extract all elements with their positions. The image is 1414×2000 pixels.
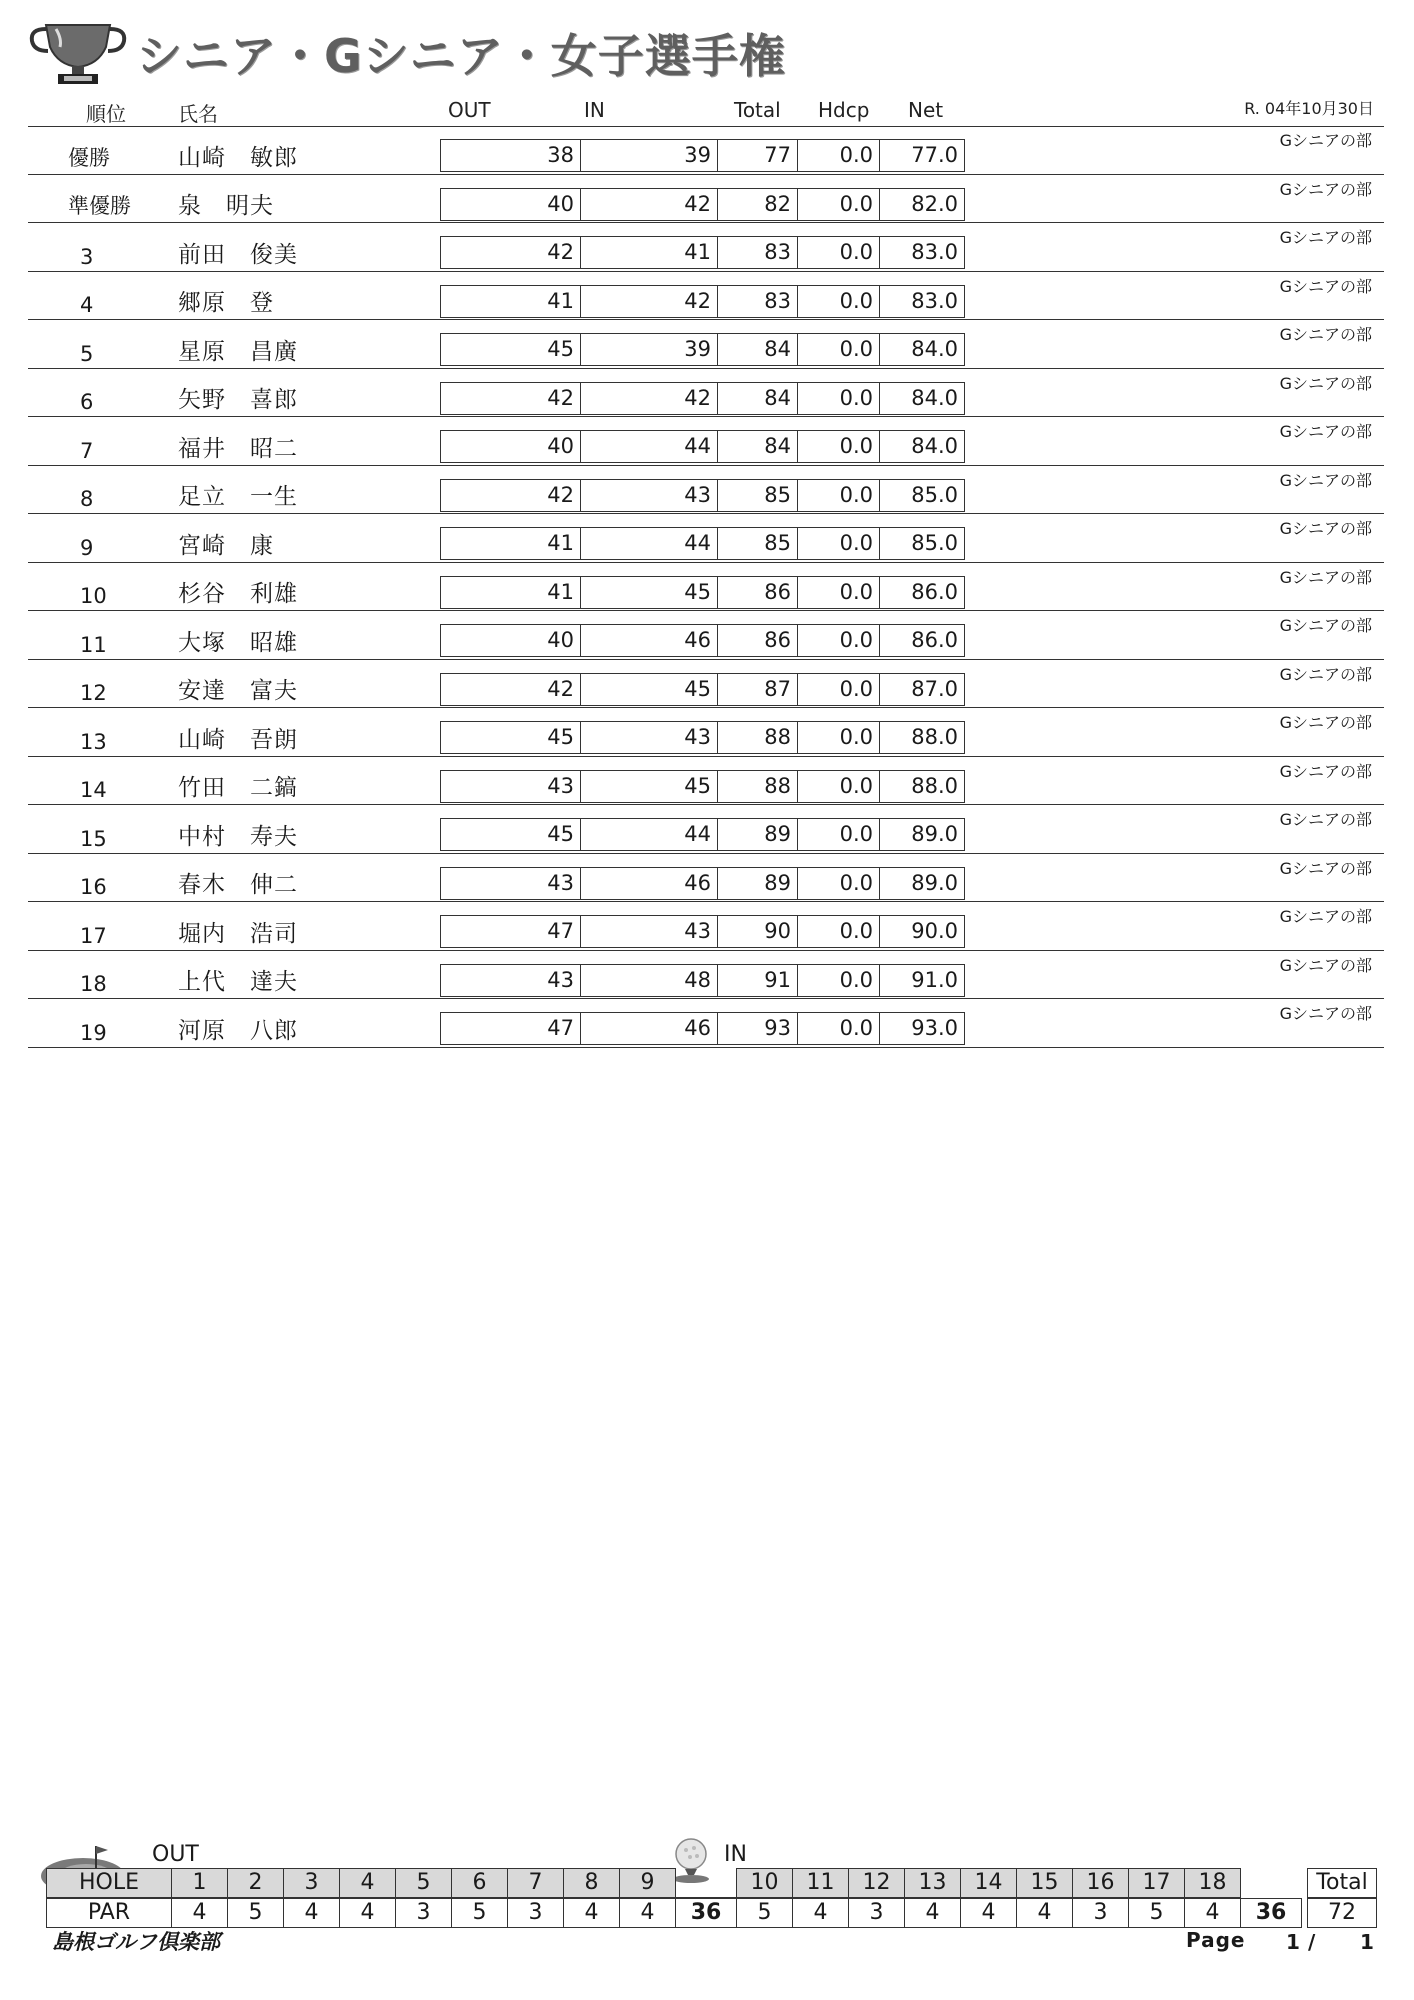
out-score: 41 xyxy=(441,286,581,317)
table-row xyxy=(28,417,1384,466)
rank-cell: 準優勝 xyxy=(68,194,131,218)
in-sum-spacer xyxy=(1240,1868,1302,1898)
table-row xyxy=(28,854,1384,903)
hdcp-score: 0.0 xyxy=(798,771,880,802)
total-score: 93 xyxy=(718,1013,798,1044)
division-label: Gシニアの部 xyxy=(1279,422,1372,441)
hole-label: HOLE xyxy=(46,1868,172,1898)
in-score: 43 xyxy=(581,916,718,947)
score-box xyxy=(440,964,965,997)
player-name: 竹田 二鎬 xyxy=(178,775,298,801)
rank-cell: 11 xyxy=(80,632,107,657)
out-sum-spacer xyxy=(675,1868,737,1898)
par-value: 4 xyxy=(904,1898,961,1928)
in-score: 44 xyxy=(581,819,718,850)
total-score: 88 xyxy=(718,771,798,802)
in-score: 46 xyxy=(581,625,718,656)
score-box xyxy=(440,527,965,560)
player-name: 星原 昌廣 xyxy=(178,338,298,365)
hdcp-score: 0.0 xyxy=(798,965,880,996)
total-score: 86 xyxy=(718,577,798,608)
hdcp-score: 0.0 xyxy=(798,625,880,656)
rank-cell: 3 xyxy=(80,244,94,269)
hdcp-score: 0.0 xyxy=(798,237,880,268)
in-score: 46 xyxy=(581,1013,718,1044)
division-label: Gシニアの部 xyxy=(1279,907,1372,926)
page-current: 1 xyxy=(1286,1930,1300,1954)
score-box xyxy=(440,236,965,269)
hdcp-score: 0.0 xyxy=(798,431,880,462)
total-score: 88 xyxy=(718,722,798,753)
hdcp-score: 0.0 xyxy=(798,140,880,171)
player-name: 河原 八郎 xyxy=(178,1017,298,1044)
par-value: 4 xyxy=(563,1898,620,1928)
hdcp-score: 0.0 xyxy=(798,916,880,947)
in-label: IN xyxy=(724,1842,747,1867)
net-score: 88.0 xyxy=(911,725,958,749)
rank-cell: 12 xyxy=(80,681,107,705)
out-score: 45 xyxy=(441,819,581,850)
table-row xyxy=(28,126,1384,175)
hole-number: 4 xyxy=(339,1868,396,1898)
table-row xyxy=(28,999,1384,1048)
table-row xyxy=(28,805,1384,854)
total-label: Total xyxy=(1307,1868,1377,1898)
total-score: 85 xyxy=(718,480,798,511)
score-box xyxy=(440,479,965,512)
title-area xyxy=(28,18,786,88)
rank-cell: 14 xyxy=(80,778,107,802)
par-table xyxy=(46,1868,1376,1928)
player-name: 杉谷 利雄 xyxy=(178,581,298,607)
rank-header: 順位 xyxy=(86,102,126,126)
total-score: 90 xyxy=(718,916,798,947)
trophy-icon xyxy=(28,19,128,87)
in-score: 41 xyxy=(581,237,718,268)
division-label: Gシニアの部 xyxy=(1279,373,1372,393)
par-value: 3 xyxy=(848,1898,905,1928)
hole-number: 7 xyxy=(507,1868,564,1898)
score-box xyxy=(440,285,965,318)
score-box xyxy=(440,624,965,657)
in-score: 39 xyxy=(581,334,718,365)
hole-number: 12 xyxy=(848,1868,905,1898)
scorecard-footer xyxy=(0,1830,1414,2000)
player-name: 前田 俊美 xyxy=(178,241,298,268)
hole-number: 11 xyxy=(792,1868,849,1898)
par-value: 4 xyxy=(960,1898,1017,1928)
table-row xyxy=(28,466,1384,515)
in-score: 43 xyxy=(581,480,718,511)
date-label: R. 04年10月30日 xyxy=(1244,99,1374,118)
net-score: 82.0 xyxy=(911,191,958,216)
in-score: 44 xyxy=(581,431,718,462)
hdcp-score: 0.0 xyxy=(798,868,880,899)
net-score: 85.0 xyxy=(911,531,958,555)
out-score: 47 xyxy=(441,916,581,947)
total-score: 77 xyxy=(718,140,798,171)
division-label: Gシニアの部 xyxy=(1279,664,1372,684)
net-score: 84.0 xyxy=(911,385,958,410)
rank-cell: 6 xyxy=(80,390,94,414)
out-score: 41 xyxy=(441,577,581,608)
score-box xyxy=(440,721,965,754)
rank-cell: 17 xyxy=(80,923,107,948)
out-score: 42 xyxy=(441,383,581,414)
net-score: 86.0 xyxy=(911,628,958,652)
net-score: 89.0 xyxy=(911,870,958,895)
player-name: 宮崎 康 xyxy=(178,532,274,559)
division-label: Gシニアの部 xyxy=(1279,810,1372,829)
page-label: Page xyxy=(1186,1928,1246,1952)
rank-cell: 10 xyxy=(80,584,107,608)
total-score: 89 xyxy=(718,868,798,899)
table-row xyxy=(28,175,1384,224)
in-score: 42 xyxy=(581,189,718,220)
table-row xyxy=(28,514,1384,563)
out-score: 43 xyxy=(441,868,581,899)
par-value: 5 xyxy=(736,1898,793,1928)
par-value: 5 xyxy=(1128,1898,1185,1928)
par-value: 4 xyxy=(792,1898,849,1928)
par-value: 3 xyxy=(507,1898,564,1928)
score-box xyxy=(440,1012,965,1045)
hole-number: 9 xyxy=(619,1868,676,1898)
club-name: 島根ゴルフ倶楽部 xyxy=(52,1930,220,1954)
net-score: 91.0 xyxy=(911,967,958,992)
out-score: 47 xyxy=(441,1013,581,1044)
out-score: 43 xyxy=(441,771,581,802)
player-name: 郷原 登 xyxy=(178,290,274,316)
score-box xyxy=(440,139,965,172)
par-value: 4 xyxy=(1184,1898,1241,1928)
out-score: 40 xyxy=(441,625,581,656)
player-name: 堀内 浩司 xyxy=(178,920,298,947)
hole-number: 14 xyxy=(960,1868,1017,1898)
rank-cell: 15 xyxy=(80,826,107,851)
in-score: 45 xyxy=(581,577,718,608)
hdcp-header: Hdcp xyxy=(818,98,870,122)
division-label: Gシニアの部 xyxy=(1279,761,1372,781)
par-row xyxy=(46,1898,1376,1928)
hdcp-score: 0.0 xyxy=(798,722,880,753)
total-score: 84 xyxy=(718,431,798,462)
total-score: 86 xyxy=(718,625,798,656)
rank-cell: 8 xyxy=(80,487,94,511)
out-par-sum: 36 xyxy=(675,1898,737,1928)
hdcp-score: 0.0 xyxy=(798,577,880,608)
par-value: 4 xyxy=(619,1898,676,1928)
in-score: 44 xyxy=(581,528,718,559)
out-score: 38 xyxy=(441,140,581,171)
page-total: 1 xyxy=(1360,1930,1374,1954)
table-row xyxy=(28,757,1384,806)
in-par-sum: 36 xyxy=(1240,1898,1302,1928)
division-label: Gシニアの部 xyxy=(1279,713,1372,732)
hole-number: 18 xyxy=(1184,1868,1241,1898)
player-name: 中村 寿夫 xyxy=(178,823,298,850)
net-score: 90.0 xyxy=(911,919,958,943)
division-label: Gシニアの部 xyxy=(1279,470,1372,490)
hole-number: 1 xyxy=(171,1868,228,1898)
net-score: 89.0 xyxy=(911,822,958,846)
hdcp-score: 0.0 xyxy=(798,1013,880,1044)
rank-cell: 4 xyxy=(80,293,94,317)
player-name: 大塚 昭雄 xyxy=(178,629,298,656)
hole-number: 15 xyxy=(1016,1868,1073,1898)
total-score: 87 xyxy=(718,674,798,705)
hole-number: 16 xyxy=(1072,1868,1129,1898)
net-score: 83.0 xyxy=(911,288,958,313)
rank-cell: 18 xyxy=(80,972,107,996)
score-box xyxy=(440,673,965,706)
par-value: 4 xyxy=(171,1898,228,1928)
net-header: Net xyxy=(908,98,944,122)
in-score: 45 xyxy=(581,771,718,802)
rank-cell: 9 xyxy=(80,535,94,560)
table-row xyxy=(28,902,1384,951)
table-row xyxy=(28,320,1384,369)
hole-number: 3 xyxy=(283,1868,340,1898)
out-score: 41 xyxy=(441,528,581,559)
rank-cell: 16 xyxy=(80,875,107,899)
total-score: 84 xyxy=(718,383,798,414)
column-header xyxy=(28,96,1384,127)
total-header: Total xyxy=(734,98,781,122)
hdcp-score: 0.0 xyxy=(798,528,880,559)
net-score: 85.0 xyxy=(911,482,958,507)
score-box xyxy=(440,576,965,609)
table-row xyxy=(28,660,1384,709)
hole-number: 2 xyxy=(227,1868,284,1898)
division-label: Gシニアの部 xyxy=(1279,519,1372,538)
hole-number: 5 xyxy=(395,1868,452,1898)
out-score: 45 xyxy=(441,334,581,365)
player-name: 福井 昭二 xyxy=(178,435,298,462)
par-value: 5 xyxy=(451,1898,508,1928)
player-name: 安達 富夫 xyxy=(178,678,298,704)
hdcp-score: 0.0 xyxy=(798,189,880,220)
par-value: 3 xyxy=(1072,1898,1129,1928)
table-row xyxy=(28,272,1384,321)
net-score: 93.0 xyxy=(911,1016,958,1040)
results-table xyxy=(28,126,1384,1048)
division-label: Gシニアの部 xyxy=(1279,179,1372,199)
table-row xyxy=(28,563,1384,612)
player-name: 春木 伸二 xyxy=(178,872,298,898)
total-score: 91 xyxy=(718,965,798,996)
division-label: Gシニアの部 xyxy=(1279,1004,1372,1023)
division-label: Gシニアの部 xyxy=(1279,131,1372,150)
in-score: 42 xyxy=(581,383,718,414)
par-value: 5 xyxy=(227,1898,284,1928)
par-label: PAR xyxy=(46,1898,172,1928)
total-score: 83 xyxy=(718,286,798,317)
division-label: Gシニアの部 xyxy=(1279,955,1372,975)
par-value: 4 xyxy=(283,1898,340,1928)
hole-number: 6 xyxy=(451,1868,508,1898)
hole-number: 13 xyxy=(904,1868,961,1898)
out-score: 42 xyxy=(441,237,581,268)
score-box xyxy=(440,867,965,900)
total-score: 85 xyxy=(718,528,798,559)
hole-number: 8 xyxy=(563,1868,620,1898)
name-header: 氏名 xyxy=(178,102,218,126)
score-box xyxy=(440,818,965,851)
total-score: 83 xyxy=(718,237,798,268)
net-score: 84.0 xyxy=(911,337,958,361)
division-label: Gシニアの部 xyxy=(1279,858,1372,878)
total-par: 72 xyxy=(1307,1898,1377,1928)
in-score: 46 xyxy=(581,868,718,899)
rank-cell: 13 xyxy=(80,729,107,754)
rank-cell: 優勝 xyxy=(68,145,110,170)
par-value: 4 xyxy=(339,1898,396,1928)
hdcp-score: 0.0 xyxy=(798,334,880,365)
player-name: 足立 一生 xyxy=(178,484,298,510)
hole-row xyxy=(46,1868,1376,1898)
page-separator: / xyxy=(1308,1930,1316,1954)
score-box xyxy=(440,430,965,463)
hole-number: 10 xyxy=(736,1868,793,1898)
total-score: 84 xyxy=(718,334,798,365)
out-score: 42 xyxy=(441,674,581,705)
score-box xyxy=(440,382,965,415)
hdcp-score: 0.0 xyxy=(798,819,880,850)
net-score: 83.0 xyxy=(911,240,958,264)
hole-number: 17 xyxy=(1128,1868,1185,1898)
out-score: 40 xyxy=(441,189,581,220)
in-score: 48 xyxy=(581,965,718,996)
par-value: 4 xyxy=(1016,1898,1073,1928)
rank-cell: 7 xyxy=(80,438,94,463)
player-name: 矢野 喜郎 xyxy=(178,387,298,413)
out-score: 40 xyxy=(441,431,581,462)
net-score: 77.0 xyxy=(911,143,958,167)
table-row xyxy=(28,611,1384,660)
division-label: Gシニアの部 xyxy=(1279,228,1372,247)
total-score: 89 xyxy=(718,819,798,850)
net-score: 84.0 xyxy=(911,434,958,458)
in-score: 42 xyxy=(581,286,718,317)
out-score: 42 xyxy=(441,480,581,511)
in-score: 39 xyxy=(581,140,718,171)
out-score: 43 xyxy=(441,965,581,996)
in-header: IN xyxy=(584,98,605,122)
table-row xyxy=(28,708,1384,757)
player-name: 泉 明夫 xyxy=(178,193,274,219)
player-name: 山崎 敏郎 xyxy=(178,144,298,171)
player-name: 上代 達夫 xyxy=(178,969,298,995)
total-score: 82 xyxy=(718,189,798,220)
score-box xyxy=(440,333,965,366)
out-score: 45 xyxy=(441,722,581,753)
score-box xyxy=(440,188,965,221)
in-score: 45 xyxy=(581,674,718,705)
par-value: 3 xyxy=(395,1898,452,1928)
division-label: Gシニアの部 xyxy=(1279,567,1372,587)
hdcp-score: 0.0 xyxy=(798,286,880,317)
hdcp-score: 0.0 xyxy=(798,383,880,414)
hdcp-score: 0.0 xyxy=(798,674,880,705)
net-score: 88.0 xyxy=(911,773,958,798)
rank-cell: 5 xyxy=(80,341,94,366)
table-row xyxy=(28,951,1384,1000)
rank-cell: 19 xyxy=(80,1020,107,1045)
score-box xyxy=(440,915,965,948)
player-name: 山崎 吾朗 xyxy=(178,726,298,753)
division-label: Gシニアの部 xyxy=(1279,325,1372,344)
division-label: Gシニアの部 xyxy=(1279,276,1372,296)
table-row xyxy=(28,369,1384,418)
net-score: 86.0 xyxy=(911,579,958,604)
in-score: 43 xyxy=(581,722,718,753)
hdcp-score: 0.0 xyxy=(798,480,880,511)
out-label: OUT xyxy=(152,1842,199,1867)
out-header: OUT xyxy=(448,98,491,122)
net-score: 87.0 xyxy=(911,676,958,701)
page-title: シニア・Gシニア・女子選手権 xyxy=(136,29,786,83)
table-row xyxy=(28,223,1384,272)
division-label: Gシニアの部 xyxy=(1279,616,1372,635)
score-box xyxy=(440,770,965,803)
